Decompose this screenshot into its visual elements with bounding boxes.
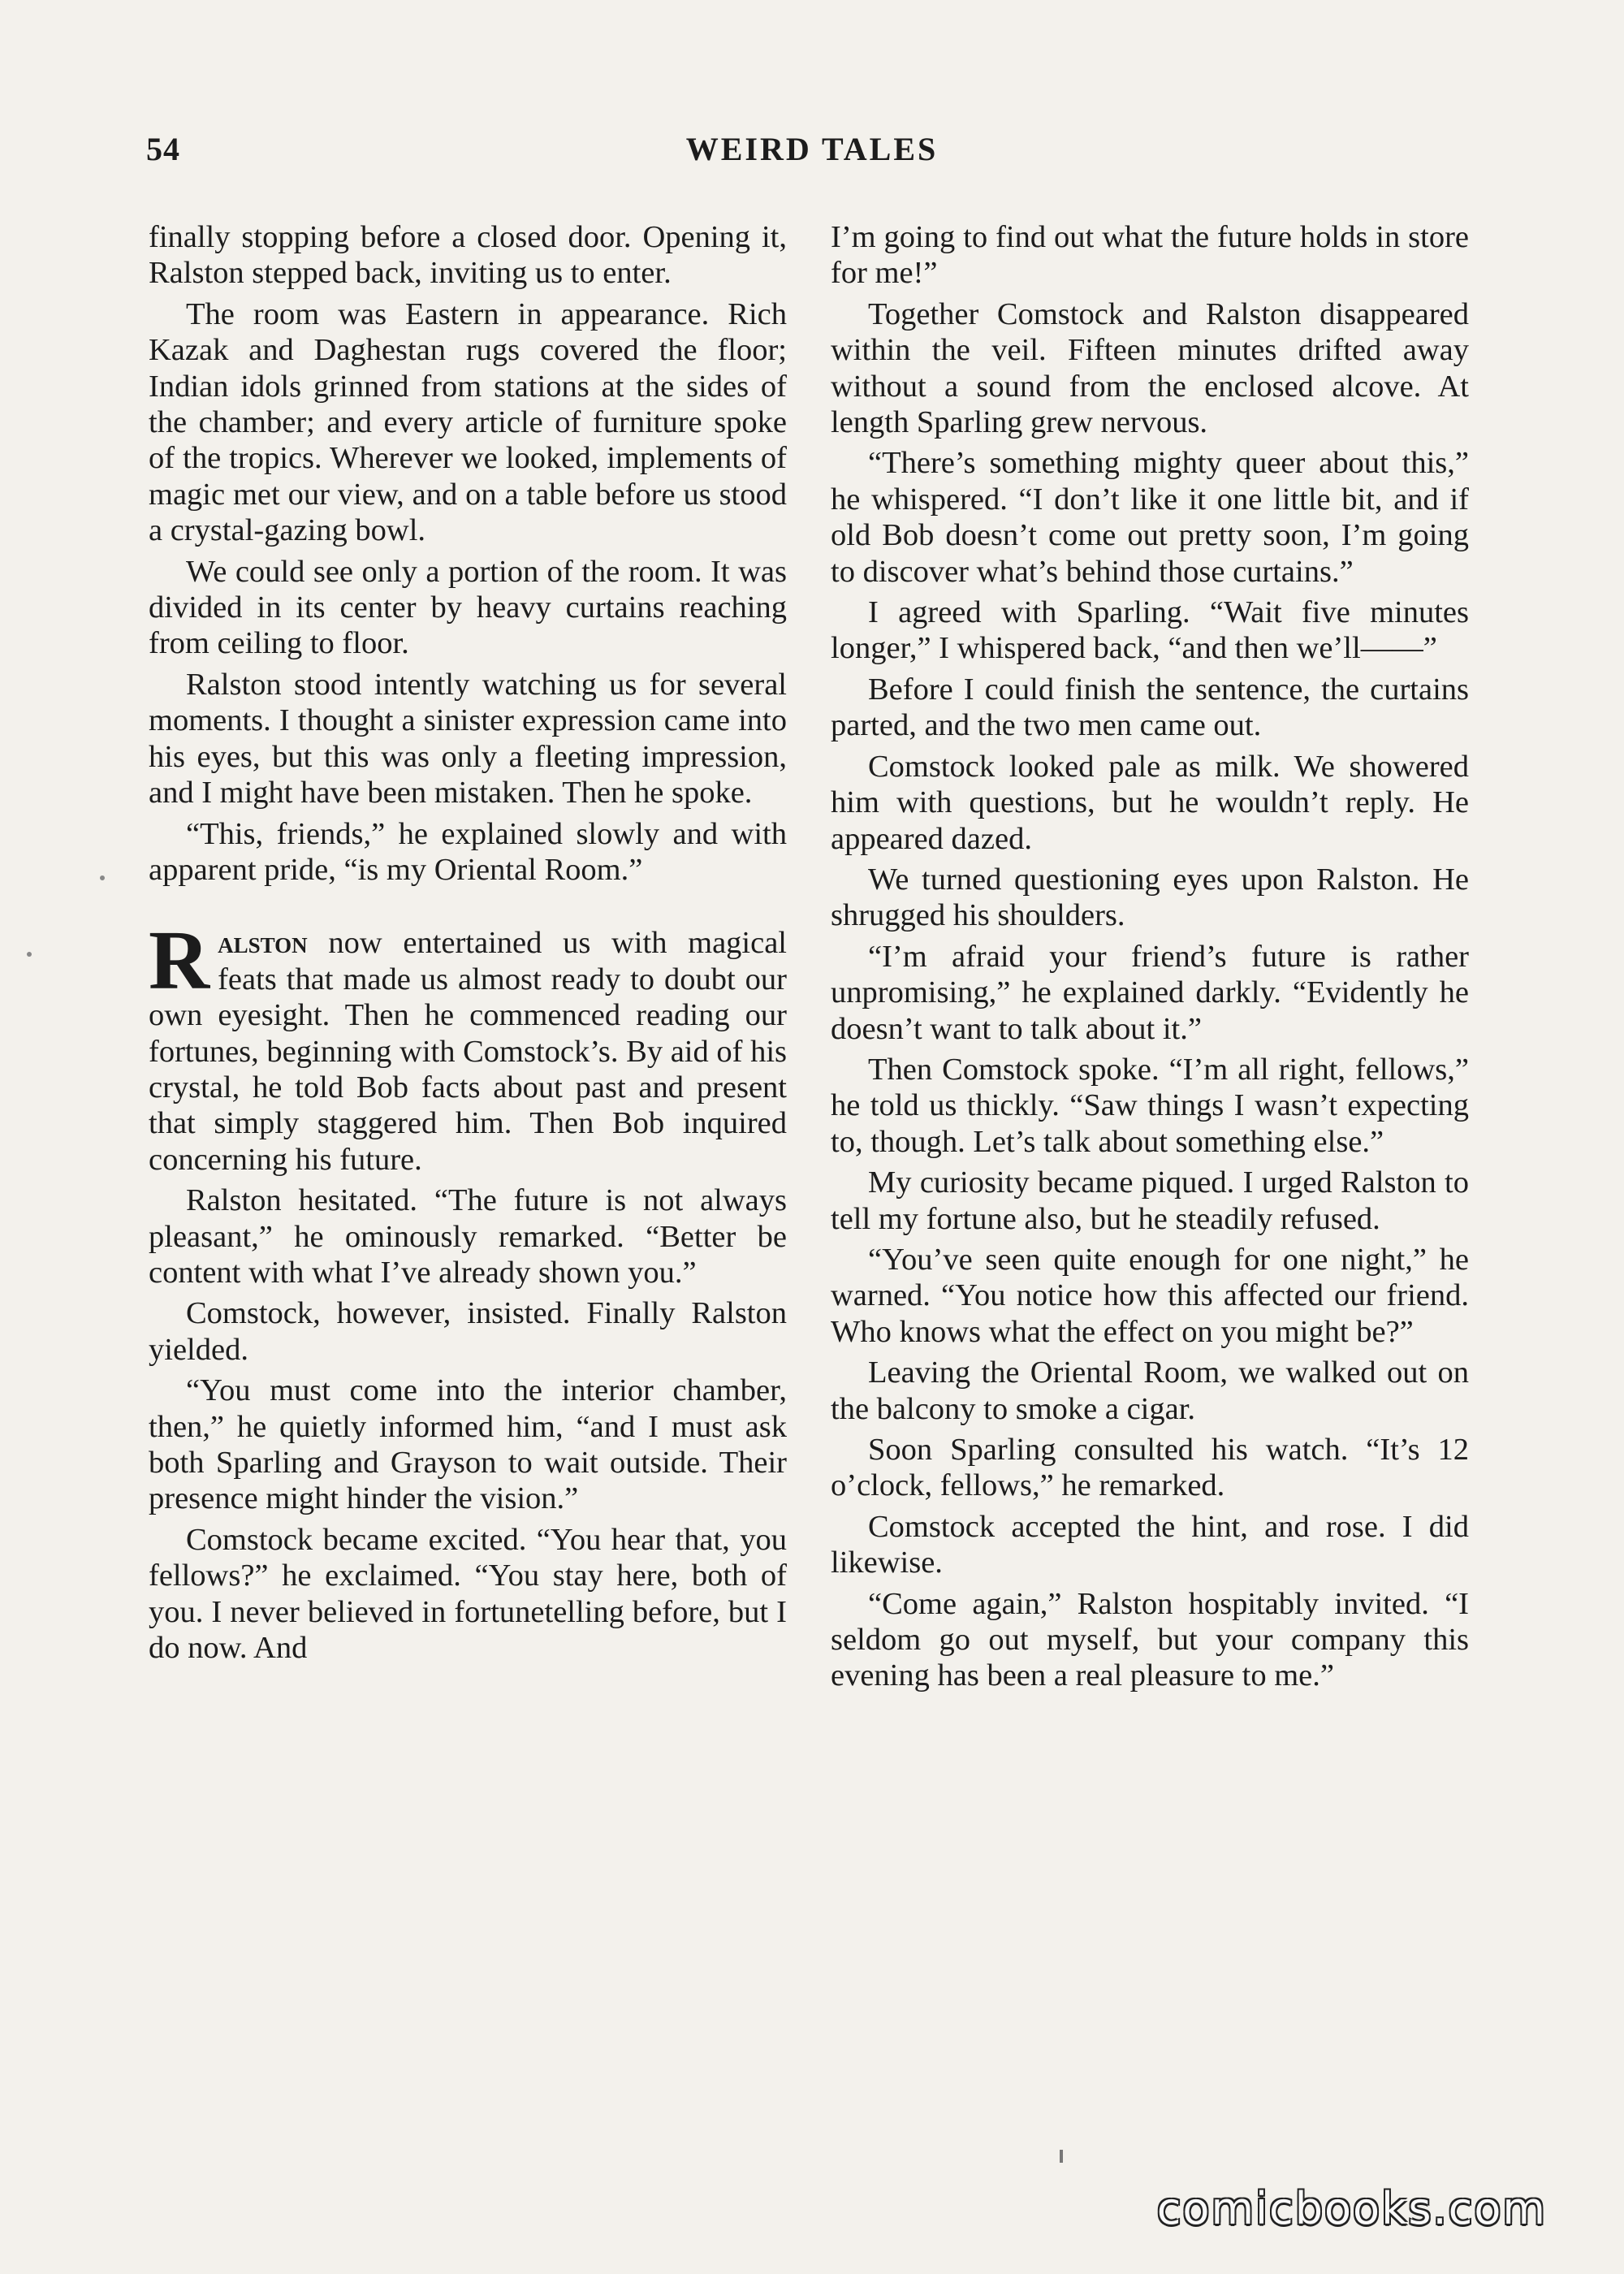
drop-cap: R: [149, 914, 210, 1008]
paragraph: Together Comstock and Ralston disappeared within the veil. Fifteen minutes drifted away without a sound from the enclosed alcove. At length Sparling grew nervous.: [831, 296, 1469, 440]
margin-speck: [100, 875, 105, 880]
paragraph: Comstock looked pale as milk. We showered him with questions, but he wouldn’t reply. He appeared dazed.: [831, 749, 1469, 856]
paragraph: Ralston hesitated. “The future is not always pleasant,” he ominously remarked. “Better be content with what I’ve already shown you.”: [149, 1183, 787, 1290]
right-column: [831, 219, 1469, 1699]
footer-mark: [1060, 2150, 1063, 2163]
paragraph: “This, friends,” he explained slowly and with apparent pride, “is my Oriental Room.”: [149, 816, 787, 887]
paragraph: Comstock accepted the hint, and rose. I did likewise.: [831, 1509, 1469, 1580]
paragraph: Then Comstock spoke. “I’m all right, fellows,” he told us thickly. “Saw things I wasn’t expecting to, though. Let’s talk about something else.”: [831, 1052, 1469, 1159]
section-break: [149, 893, 787, 925]
paragraph: We turned questioning eyes upon Ralston. He shrugged his shoulders.: [831, 862, 1469, 933]
paragraph: “You must come into the interior chamber, then,” he quietly informed him, “and I must ask both Sparling and Grayson to wait outside. Their presence might hinder the vision.”: [149, 1373, 787, 1516]
watermark: comicbooks.com: [1156, 2183, 1547, 2234]
paragraph: I’m going to find out what the future holds in store for me!”: [831, 220, 1469, 291]
small-caps-lead: alston: [218, 926, 308, 961]
paragraph: Comstock became excited. “You hear that, you fellows?” he exclaimed. “You stay here, both of you. I never believed in fortunetelling before, but I do now. And: [149, 1522, 787, 1666]
paragraph: “There’s something mighty queer about this,” he whispered. “I don’t like it one little bit, and if old Bob doesn’t come out pretty soon, I’m going to discover what’s behind those curtains.”: [831, 446, 1469, 589]
paragraph: Soon Sparling consulted his watch. “It’s 12 o’clock, fellows,” he remarked.: [831, 1433, 1469, 1503]
paragraph: finally stopping before a closed door. Opening it, Ralston stepped back, inviting us to enter.: [149, 220, 787, 291]
paragraph: I agreed with Sparling. “Wait five minutes longer,” I whispered back, “and then we’ll——”: [831, 595, 1469, 666]
paragraph-text: now entertained us with magical feats that made us almost ready to doubt our own eyesight. Then he commenced reading our fortunes, beginning with Comstock’s. By aid of his crystal, he told Bob facts about past and present that simply staggered him. Then Bob inquired concerning his future.: [149, 926, 787, 1177]
paragraph: Comstock, however, insisted. Finally Ralston yielded.: [149, 1296, 787, 1367]
paragraph: The room was Eastern in appearance. Rich Kazak and Daghestan rugs covered the floor; Indian idols grinned from stations at the sides of the chamber; and every article of furniture spoke of the tropics. Wherever we looked, implements of magic met our view, and on a table before us stood a crystal-gazing bowl.: [149, 296, 787, 548]
paragraph: “You’ve seen quite enough for one night,” he warned. “You notice how this affected our friend. Who knows what the effect on you might be?”: [831, 1242, 1469, 1349]
page-number: 54: [146, 131, 180, 167]
paragraph: Ralston stood intently watching us for several moments. I thought a sinister expression came into his eyes, but this was only a fleeting impression, and I might have been mistaken. Then he spoke.: [149, 667, 787, 811]
dropcap-paragraph: [149, 914, 787, 1178]
paragraph: Before I could finish the sentence, the curtains parted, and the two men came out.: [831, 672, 1469, 743]
page-header: [0, 130, 1624, 179]
paragraph: “Come again,” Ralston hospitably invited. “I seldom go out myself, but your company this evening has been a real pleasure to me.”: [831, 1586, 1469, 1693]
paragraph: Leaving the Oriental Room, we walked out on the balcony to smoke a cigar.: [831, 1355, 1469, 1426]
paragraph: My curiosity became piqued. I urged Ralston to tell my fortune also, but he steadily refused.: [831, 1165, 1469, 1236]
running-title: WEIRD TALES: [685, 131, 939, 167]
left-column: [149, 219, 787, 1671]
paragraph: “I’m afraid your friend’s future is rather unpromising,” he explained darkly. “Evidently he doesn’t want to talk about it.”: [831, 939, 1469, 1046]
margin-speck: [27, 952, 32, 957]
paragraph: We could see only a portion of the room. It was divided in its center by heavy curtains reaching from ceiling to floor.: [149, 554, 787, 661]
